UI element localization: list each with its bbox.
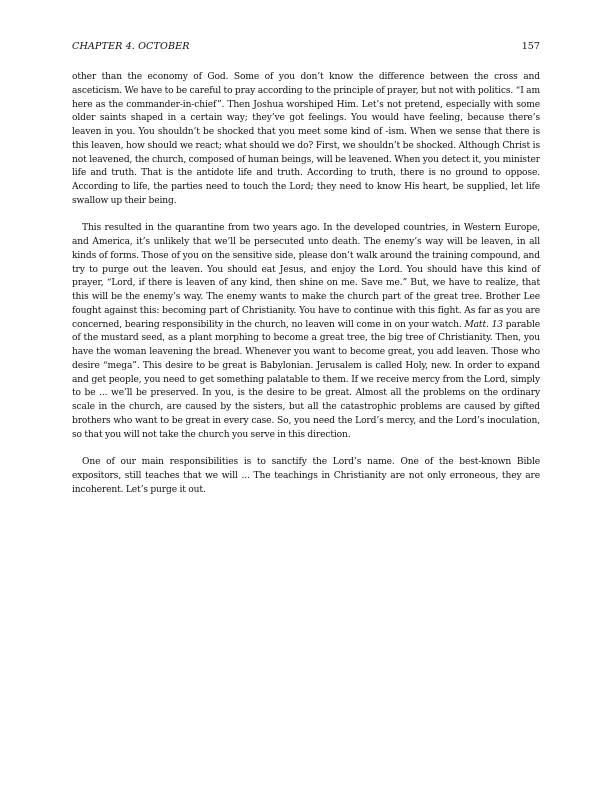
paragraph-1 [72, 71, 540, 209]
paragraph-text: One of our main responsibilities is to sanctify the Lord’s name. One of the best-known Bible expositors, still teaches that we will ... The teachings in Christianity are not only erroneous, they are incoherent. Let’s purge it out. [72, 457, 540, 495]
paragraph-3 [72, 456, 540, 497]
scripture-reference: Matt. 13 [464, 319, 503, 330]
paragraph-2 [72, 222, 540, 442]
paragraph-text: This resulted in the quarantine from two years ago. In the developed countries, in Western Europe, and America, it’s unlikely that we’ll be persecuted unto death. The enemy’s way will be leaven, in all kinds of forms. Those of you on the sensitive side, please don’t walk around the training compound, and try to purge out the leaven. You should eat Jesus, and enjoy the Lord. You should have this kind of prayer, “Lord, if there is leaven of any kind, then shine on me. Save me.” But, we have to realize, that this will be the enemy’s way. The enemy wants to make the church part of the great tree. Brother Lee fought against this: becoming part of Christianity. You have to continue with this fight. As far as you are concerned, bearing responsibility in the church, no leaven will come in on your watch. [72, 223, 540, 330]
paragraph-text: parable of the mustard seed, as a plant morphing to become a great tree, the big tree of Christianity. Then, you have the woman leavening the bread. Whenever you want to become great, you add leaven. Those who desire “mega”. This desire to be great is Babylonian. Jerusalem is called Holy, new. In order to expand and get people, you need to get something palatable to them. If we receive mercy from the Lord, simply to be ... we’ll be preserved. In you, is the desire to be great. Almost all the problems on the ordinary scale in the church, are caused by the sisters, but all the catastrophic problems are caused by gifted brothers who want to be great in every case. So, you need the Lord’s mercy, and the Lord’s inoculation, so that you will not take the church you serve in this direction. [72, 319, 540, 440]
running-header [72, 40, 540, 54]
paragraph-text: other than the economy of God. Some of you don’t know the difference between the cross and asceticism. We have to be careful to pray according to the principle of prayer, but not with politics. “I am here as the commander-in-chief”. Then Joshua worshiped Him. Let’s not pretend, especially with some older saints shaped in a certain way; they’ve got feelings. You would have feeling, because there’s leaven in you. You shouldn’t be shocked that you meet some kind of -ism. When we sense that there is this leaven, how should we react; what should we do? First, we shouldn’t be shocked. Although Christ is not leavened, the church, composed of human beings, will be leavened. When you detect it, you minister life and truth. That is the antidote life and truth. According to truth, there is no ground to oppose. According to life, the parties need to touch the Lord; they need to know His heart, be supplied, let life swallow up their being. [72, 72, 540, 206]
chapter-title: CHAPTER 4. OCTOBER [72, 41, 190, 52]
page-number: 157 [521, 41, 540, 52]
document-page [72, 40, 540, 511]
body-text [72, 71, 540, 497]
